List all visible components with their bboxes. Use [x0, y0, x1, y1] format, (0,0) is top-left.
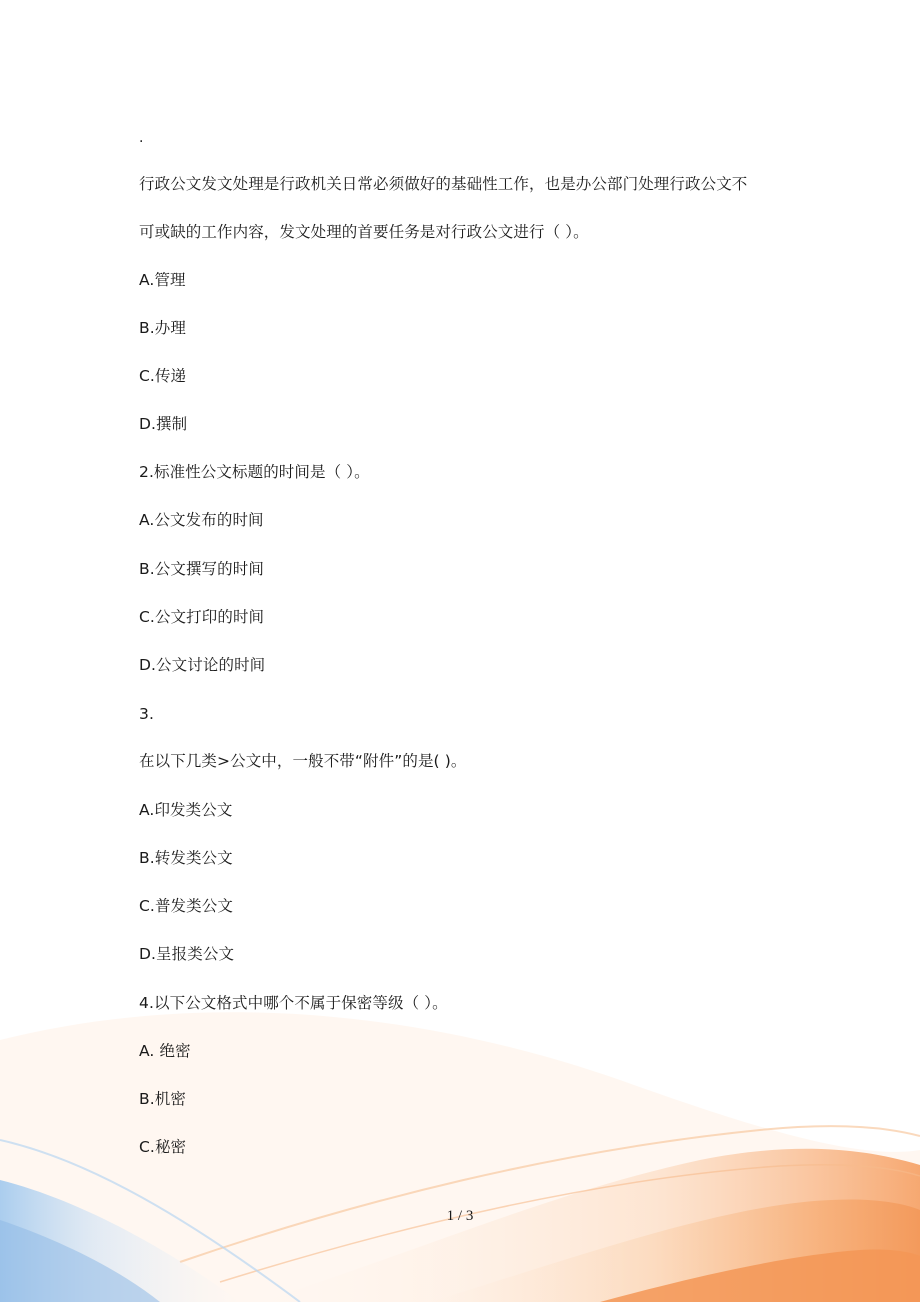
question-2-stem: 2.标准性公文标题的时间是（ ）。 [139, 463, 370, 481]
question-3-option-c: C.普发类公文 [139, 897, 233, 915]
question-3-option-a: A.印发类公文 [139, 801, 233, 819]
question-1-option-a: A.管理 [139, 271, 186, 289]
question-1-stem-line-1: 行政公文发文处理是行政机关日常必须做好的基础性工作，也是办公部门处理行政公文不 [139, 175, 748, 193]
question-2-option-d: D.公文讨论的时间 [139, 656, 266, 674]
question-4-option-c: C.秘密 [139, 1138, 187, 1156]
leading-dot: . [139, 130, 144, 146]
question-4-option-b: B.机密 [139, 1090, 186, 1108]
question-3-option-b: B.转发类公文 [139, 849, 233, 867]
page-number: 1 / 3 [446, 1208, 474, 1224]
question-1-stem-line-2: 可或缺的工作内容，发文处理的首要任务是对行政公文进行（ ）。 [139, 223, 589, 241]
question-1-option-d: D.撰制 [139, 415, 188, 433]
question-4-option-a: A. 绝密 [139, 1042, 191, 1060]
question-1-option-b: B.办理 [139, 319, 186, 337]
question-3-stem: 在以下几类>公文中，一般不带“附件”的是( )。 [139, 752, 467, 770]
question-4-stem: 4.以下公文格式中哪个不属于保密等级（ ）。 [139, 994, 448, 1012]
question-3-number: 3. [139, 705, 154, 723]
question-3-option-d: D.呈报类公文 [139, 945, 235, 963]
question-2-option-c: C.公文打印的时间 [139, 608, 265, 626]
question-2-option-a: A.公文发布的时间 [139, 511, 264, 529]
question-2-option-b: B.公文撰写的时间 [139, 560, 264, 578]
question-1-option-c: C.传递 [139, 367, 187, 385]
